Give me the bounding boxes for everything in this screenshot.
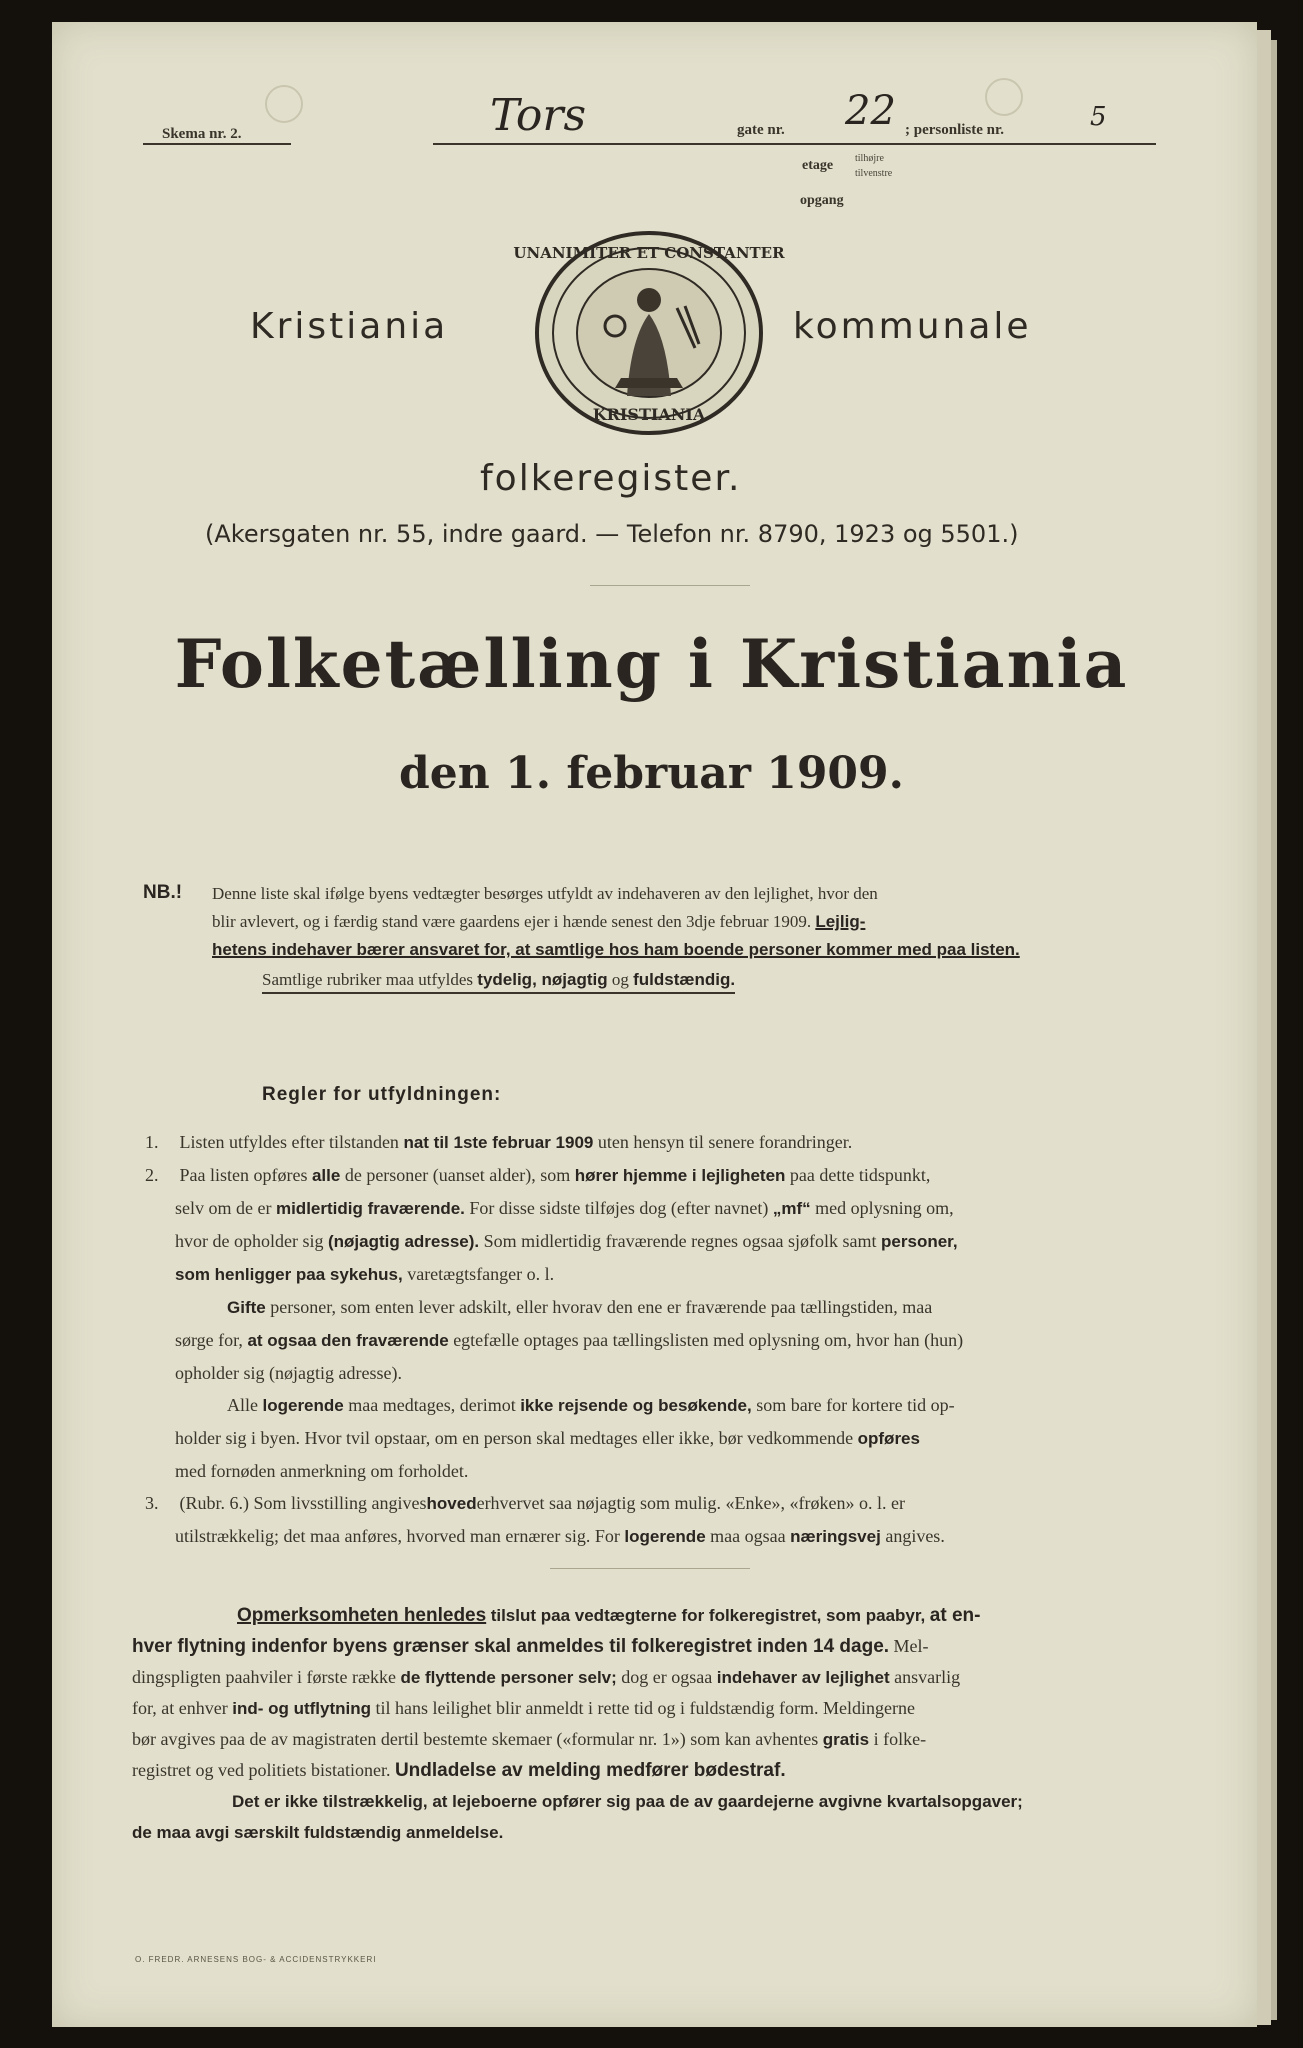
divider-2	[550, 1568, 750, 1569]
personliste-number-handwritten: 5	[1090, 102, 1107, 132]
skema-underline	[143, 143, 291, 145]
rules-list: 1. Listen utfyldes efter tilstanden nat til 1ste februar 1909 uten hensyn til senere forandringer. 2. Paa listen opføres alle de personer (uanset alder), som hører hjemme i lejligheten paa dette tidspunkt, selv om de er midlertidig fraværende. For disse sidste tilføjes dog (efter navnet) „mf“ med oplysning om, hvor de opholder sig (nøjagtig adresse). Som midlertidig fraværende regnes ogsaa sjøfolk samt personer, som henligger paa sykehus, varetægtsfanger o. l. Gifte personer, som enten lever adskilt, eller hvorav den ene er fraværende paa tællingstiden, maa sørge for, at ogsaa den fraværende egtefælle optages paa tællingslisten med oplysning om, hvor han (hun) opholder sig (nøjagtig adresse). Alle logerende maa medtages, derimot ikke rejsende og besøkende, som bare for kortere tid op- holder sig i byen. Hvor tvil opstaar, om en person skal medtages eller ikke, bør vedkommende opføres med fornøden anmerkning om forholdet. 3. (Rubr. 6.) Som livsstilling angiveshovederhvervet saa nøjagtig som mulig. «Enke», «frøken» o. l. er utilstrækkelig; det maa anføres, hvorved man ernærer sig. For logerende maa ogsaa næringsvej angives.	[145, 1126, 1175, 1553]
masthead-kristiania: Kristiania	[250, 306, 449, 347]
rules-heading: Regler for utfyldningen:	[262, 1084, 502, 1105]
page-subtitle: den 1. februar 1909.	[399, 748, 904, 799]
masthead-folkeregister: folkeregister.	[480, 458, 742, 499]
tilvenstre-label: tilvenstre	[855, 168, 893, 179]
tilhoire-label: tilhøjre	[855, 153, 884, 164]
divider	[590, 585, 750, 586]
header-rule	[433, 143, 1156, 145]
personliste-label: ; personliste nr.	[905, 122, 1005, 138]
nb-line-2: blir avlevert, og i færdig stand være gaardens ejer i hænde senest den 3dje februar 1909. Lejlig-	[212, 912, 866, 931]
etage-label: etage	[802, 158, 834, 173]
printer-imprint: O. FREDR. ARNESENS BOG- & ACCIDENSTRYKKERI	[135, 1955, 377, 1964]
kristiania-city-seal-icon	[513, 228, 785, 438]
notice-block: Opmerksomheten henledes tilslut paa vedtægterne for folkeregistret, som paabyr, at en- hver flytning indenfor byens grænser skal anmeldes til folkeregistret inden 14 dage. Mel- dingspligten paahviler i første række de flyttende personer selv; dog er ogsaa indehaver av lejlighet ansvarlig for, at enhver ind- og utflytning til hans leilighet blir anmeldt i rette tid og i fuldstændig form. Meldingerne bør avgives paa de av magistraten dertil bestemte skemaer («formular nr. 1») som kan avhentes gratis i folke- registret og ved politiets bistationer. Undladelse av melding medfører bødestraf. Det er ikke tilstrækkelig, at lejeboerne opfører sig paa de av gaardejerne avgivne kvartalsopgaver; de maa avgi særskilt fuldstændig anmeldelse.	[132, 1605, 1023, 1842]
rule-2: 2. Paa listen opføres alle de personer (uanset alder), som hører hjemme i lejligheten paa dette tidspunkt,	[145, 1165, 931, 1185]
punch-hole-right	[985, 78, 1023, 116]
street-name-handwritten: Tors	[490, 90, 587, 141]
rule-1: 1. Listen utfyldes efter tilstanden nat til 1ste februar 1909 uten hensyn til senere forandringer.	[145, 1132, 853, 1152]
nb-line-3: hetens indehaver bærer ansvaret for, at samtlige hos ham boende personer kommer med paa listen.	[212, 940, 1020, 959]
page-title: Folketælling i Kristiania	[174, 625, 1129, 703]
gate-number-handwritten: 22	[845, 88, 896, 134]
page-edge	[1255, 30, 1271, 2025]
punch-hole-left	[265, 85, 303, 123]
opgang-label: opgang	[800, 193, 844, 208]
masthead-kommunale: kommunale	[793, 306, 1032, 347]
skema-label: Skema nr. 2.	[162, 126, 242, 142]
gate-label: gate nr.	[737, 122, 785, 138]
masthead-address: (Akersgaten nr. 55, indre gaard. — Telefon nr. 8790, 1923 og 5501.)	[205, 520, 1019, 548]
nb-label: NB.!	[143, 882, 183, 903]
page-edge-shadow	[1271, 40, 1277, 2020]
nb-line-1: Denne liste skal ifølge byens vedtægter besørges utfyldt av indehaveren av den lejlighet, hvor den	[212, 884, 878, 903]
nb-line-4: Samtlige rubriker maa utfyldes tydelig, nøjagtig og fuldstændig.	[262, 968, 735, 994]
rule-3: 3. (Rubr. 6.) Som livsstilling angiveshovederhvervet saa nøjagtig som mulig. «Enke», «frøken» o. l. er	[145, 1493, 905, 1513]
svg-text:KRISTIANIA: KRISTIANIA	[592, 405, 706, 424]
svg-text:UNANIMITER ET CONSTANTER: UNANIMITER ET CONSTANTER	[513, 244, 785, 262]
